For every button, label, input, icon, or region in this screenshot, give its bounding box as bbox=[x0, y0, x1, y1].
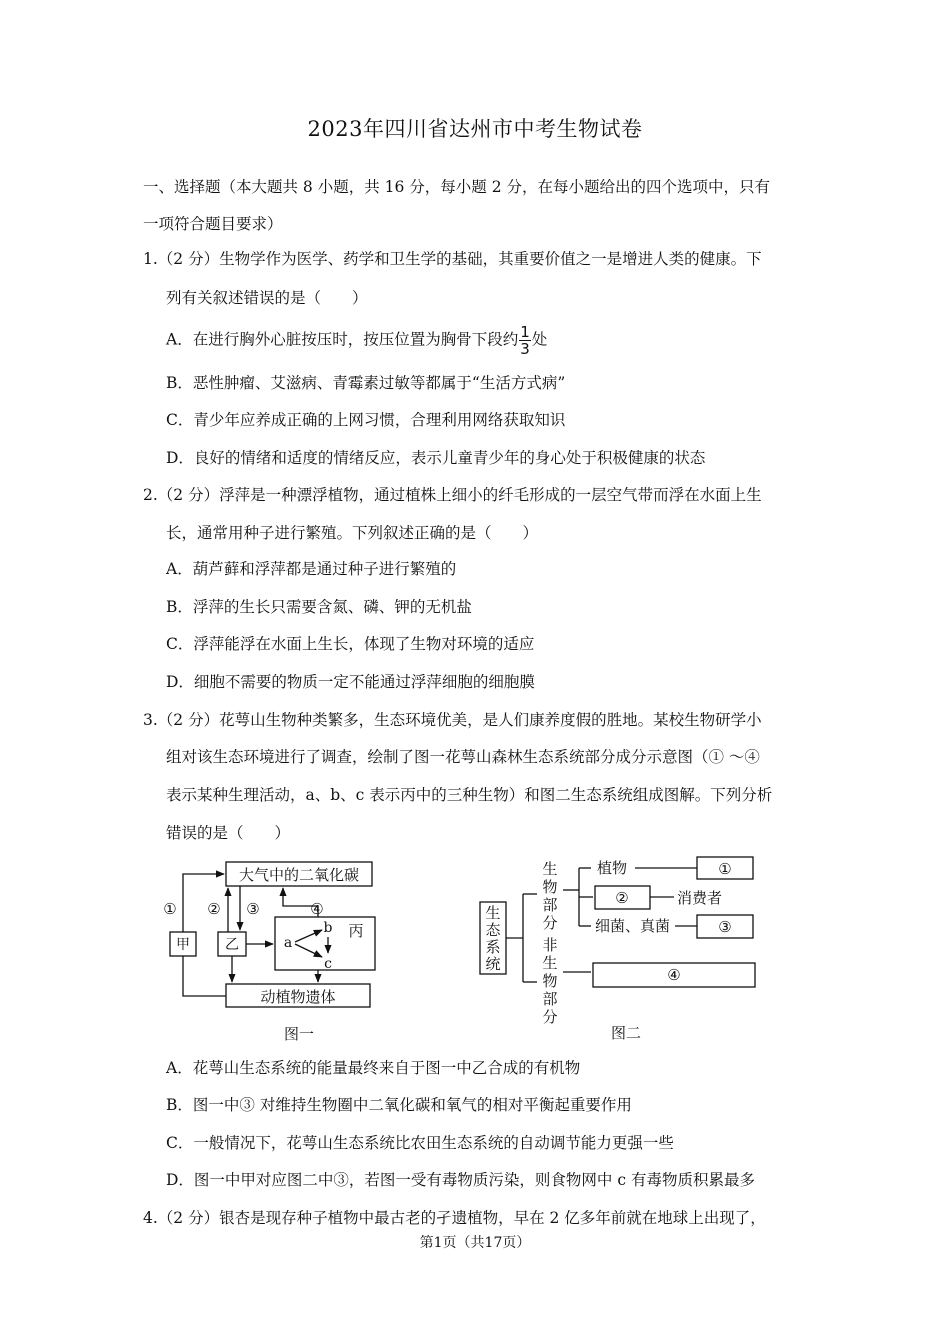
page-footer: 第1页（共17页） bbox=[419, 1235, 531, 1251]
q3-option-a[interactable]: A．花萼山生态系统的能量最终来自于图一中乙合成的有机物 bbox=[166, 1059, 581, 1077]
figure-1-caption: 图一 bbox=[283, 1025, 315, 1043]
nonbio-char-5: 分 bbox=[542, 1008, 558, 1026]
co2-label: 大气中的二氧化碳 bbox=[238, 866, 360, 884]
figure-1-carbon-cycle-diagram bbox=[158, 852, 390, 1046]
organism-c-label: c bbox=[324, 956, 332, 972]
bio-char-2: 物 bbox=[542, 878, 558, 896]
line-jia-remains bbox=[183, 956, 226, 996]
q2-option-a[interactable]: A．葫芦藓和浮萍都是通过种子进行繁殖的 bbox=[166, 560, 457, 578]
figure-2-ecosystem-composition bbox=[475, 852, 765, 1046]
q3-stem-line-1: 3.（2 分）花萼山生物种类繁多，生态环境优美，是人们康养度假的胜地。某校生物研学小 bbox=[143, 711, 762, 729]
eco-char-3: 系 bbox=[485, 938, 501, 956]
arrow-a-c bbox=[295, 944, 322, 957]
q2-option-b[interactable]: B．浮萍的生长只需要含氮、磷、钾的无机盐 bbox=[166, 598, 472, 616]
blank-1-label: ① bbox=[718, 860, 732, 878]
section-heading-line-2: 一项符合题目要求） bbox=[143, 215, 283, 233]
yi-label: 乙 bbox=[225, 937, 239, 953]
q1-option-b[interactable]: B．恶性肿瘤、艾滋病、青霉素过敏等都属于“生活方式病” bbox=[166, 374, 566, 392]
blank-3-label: ③ bbox=[718, 918, 732, 936]
q3-option-c[interactable]: C．一般情况下，花萼山生态系统比农田生态系统的自动调节能力更强一些 bbox=[166, 1134, 674, 1152]
blank-4-label: ④ bbox=[667, 966, 681, 984]
figure-2-caption: 图二 bbox=[610, 1024, 642, 1042]
q1-option-a-suffix: 处 bbox=[531, 330, 548, 349]
bing-label: 丙 bbox=[348, 922, 364, 940]
q1-stem-line-2: 列有关叙述错误的是（ ） bbox=[166, 289, 368, 307]
nonbio-char-1: 非 bbox=[542, 936, 558, 954]
section-heading-line-1: 一、选择题（本大题共 8 小题，共 16 分，每小题 2 分，在每小题给出的四个选项中，只有 bbox=[143, 178, 771, 196]
eco-char-4: 统 bbox=[485, 955, 501, 973]
plant-label: 植物 bbox=[597, 859, 628, 877]
remains-label: 动植物遗体 bbox=[260, 988, 336, 1006]
q1-option-a[interactable] bbox=[166, 324, 547, 357]
bio-char-1: 生 bbox=[542, 860, 558, 878]
q2-option-d[interactable]: D．细胞不需要的物质一定不能通过浮萍细胞的细胞膜 bbox=[166, 673, 535, 691]
eco-char-2: 态 bbox=[485, 921, 501, 939]
eco-char-1: 生 bbox=[485, 904, 501, 922]
nonbio-char-4: 部 bbox=[542, 990, 558, 1008]
organism-b-label: b bbox=[323, 920, 333, 936]
fraction-one-third bbox=[519, 324, 531, 357]
nonbio-char-3: 物 bbox=[542, 972, 558, 990]
process-2-label: ② bbox=[207, 900, 221, 918]
q4-stem-line-1: 4.（2 分）银杏是现存种子植物中最古老的孑遗植物，早在 2 亿多年前就在地球上出现了， bbox=[143, 1209, 766, 1227]
q1-option-d[interactable]: D．良好的情绪和适度的情绪反应，表示儿童青少年的身心处于积极健康的状态 bbox=[166, 449, 706, 467]
q3-option-d[interactable]: D．图一中甲对应图二中③，若图一受有毒物质污染，则食物网中 c 有毒物质积累最多 bbox=[166, 1171, 755, 1189]
decomposer-label: 细菌、真菌 bbox=[595, 917, 671, 935]
blank-2-label: ② bbox=[615, 889, 629, 907]
organism-a-label: a bbox=[283, 935, 293, 951]
q2-stem-line-1: 2.（2 分）浮萍是一种漂浮植物，通过植株上细小的纤毛形成的一层空气带而浮在水面上生 bbox=[143, 486, 762, 504]
page-title: 2023年四川省达州市中考生物试卷 bbox=[307, 117, 643, 141]
nonbio-char-2: 生 bbox=[542, 954, 558, 972]
q2-option-c[interactable]: C．浮萍能浮在水面上生长，体现了生物对环境的适应 bbox=[166, 635, 535, 653]
bio-char-3: 部 bbox=[542, 896, 558, 914]
q1-stem-line-1: 1.（2 分）生物学作为医学、药学和卫生学的基础，其重要价值之一是增进人类的健康。下 bbox=[143, 250, 762, 268]
arrow-a-b bbox=[295, 930, 322, 942]
q1-option-c[interactable]: C．青少年应养成正确的上网习惯，合理利用网络获取知识 bbox=[166, 411, 566, 429]
q2-stem-line-2: 长，通常用种子进行繁殖。下列叙述正确的是（ ） bbox=[166, 524, 539, 542]
process-4-label: ④ bbox=[310, 900, 324, 918]
q3-option-b[interactable]: B．图一中③ 对维持生物圈中二氧化碳和氧气的相对平衡起重要作用 bbox=[166, 1096, 632, 1114]
q3-stem-line-3: 表示某种生理活动，a、b、c 表示丙中的三种生物）和图二生态系统组成图解。下列分析 bbox=[166, 786, 773, 804]
consumer-label: 消费者 bbox=[677, 889, 723, 907]
q1-option-a-text: A．在进行胸外心脏按压时，按压位置为胸骨下段约 bbox=[166, 330, 519, 349]
jia-label: 甲 bbox=[176, 937, 190, 953]
fraction-denominator: 3 bbox=[520, 340, 530, 358]
process-3-label: ③ bbox=[246, 900, 260, 918]
fraction-numerator: 1 bbox=[520, 323, 530, 341]
q3-stem-line-2: 组对该生态环境进行了调查，绘制了图一花萼山森林生态系统部分成分示意图（① ～④ bbox=[166, 748, 760, 766]
process-1-label: ① bbox=[163, 900, 177, 918]
bio-char-4: 分 bbox=[542, 914, 558, 932]
q3-stem-line-4: 错误的是（ ） bbox=[166, 824, 291, 842]
